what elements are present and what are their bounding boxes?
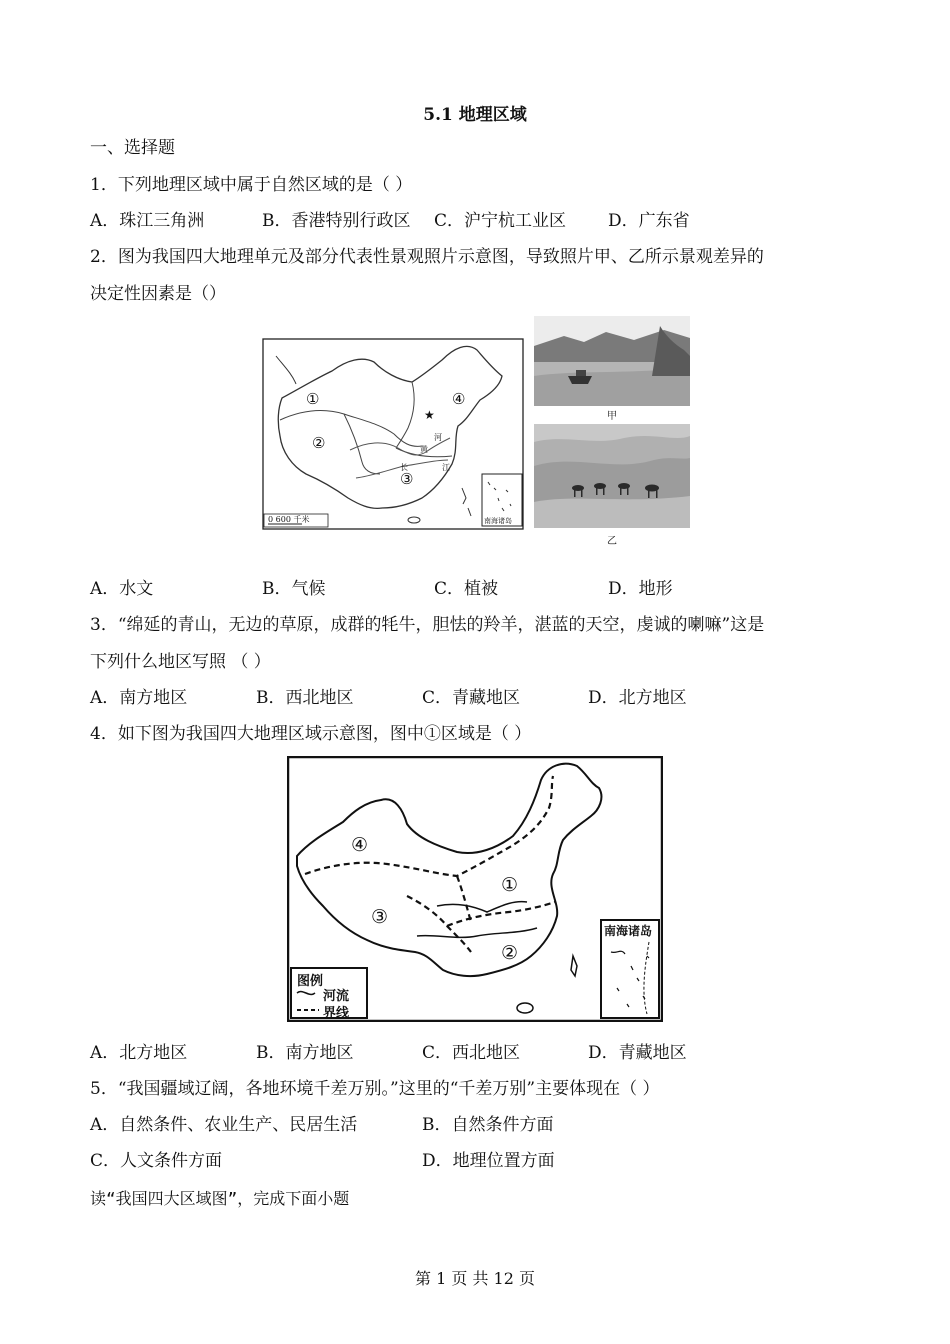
q2-river-label-huang: 黄 <box>420 445 428 454</box>
question-5-options-row1 <box>90 1113 890 1137</box>
question-1-stem: 1．下列地理区域中属于自然区域的是（ ） <box>90 175 413 195</box>
question-2-stem-line1: 2．图为我国四大地理单元及部分代表性景观照片示意图，导致照片甲、乙所示景观差异的 <box>90 247 764 267</box>
photo-jia-caption: 甲 <box>607 411 617 422</box>
q4-legend-river: 河流 <box>323 989 350 1004</box>
option-b[interactable]: B．南方地区 <box>256 1043 354 1063</box>
q4-inset-label: 南海诸岛 <box>604 924 653 938</box>
question-4-options <box>90 1041 890 1065</box>
option-b[interactable]: B．香港特别行政区 <box>262 211 411 231</box>
option-a[interactable]: A．南方地区 <box>90 688 188 708</box>
q2-scale-label: 0 600 千米 <box>268 515 310 524</box>
option-a[interactable]: A．北方地区 <box>90 1043 188 1063</box>
q4-region-label-3: ③ <box>371 906 389 928</box>
option-d[interactable]: D．广东省 <box>608 211 690 231</box>
q2-map-figure <box>262 338 524 530</box>
option-a[interactable]: A．水文 <box>90 579 154 599</box>
q2-river-label-he: 河 <box>434 433 442 442</box>
question-2-stem-line2: 决定性因素是（） <box>90 284 226 304</box>
option-a[interactable]: A．珠江三角洲 <box>90 211 205 231</box>
option-c[interactable]: C．西北地区 <box>422 1043 521 1063</box>
question-3-stem-line2: 下列什么地区写照 （ ） <box>90 652 271 672</box>
photo-yi <box>534 424 690 528</box>
q4-legend-border: 界线 <box>323 1006 350 1021</box>
question-4-stem: 4．如下图为我国四大地理区域示意图，图中①区域是（ ） <box>90 724 532 744</box>
q2-region-label-1: ① <box>306 390 320 408</box>
question-5-options-row2 <box>90 1149 890 1173</box>
page-footer: 第 1 页 共 12 页 <box>415 1269 535 1288</box>
option-b[interactable]: B．气候 <box>262 579 326 599</box>
q2-region-label-3: ③ <box>400 470 414 488</box>
instruction-text: 读“我国四大区域图”，完成下面小题 <box>90 1189 350 1208</box>
section-heading: 一、选择题 <box>90 138 175 158</box>
q2-river-label-jiang: 江 <box>442 463 450 472</box>
q2-china-map <box>262 338 524 530</box>
q2-region-label-2: ② <box>312 434 326 452</box>
q4-map-figure <box>287 756 663 1022</box>
q2-region-label-4: ④ <box>452 390 466 408</box>
option-b[interactable]: B．西北地区 <box>256 688 354 708</box>
option-c[interactable]: C．人文条件方面 <box>90 1151 223 1171</box>
question-5-stem: 5．“我国疆域辽阔，各地环境千差万别。”这里的“千差万别”主要体现在（ ） <box>90 1079 660 1099</box>
capital-star-icon: ★ <box>424 408 435 422</box>
q4-region-label-1: ① <box>501 874 519 896</box>
option-a[interactable]: A．自然条件、农业生产、民居生活 <box>90 1115 358 1135</box>
photo-jia <box>534 316 690 406</box>
page-title: 5.1 地理区域 <box>423 105 527 125</box>
q4-region-label-2: ② <box>501 942 519 964</box>
option-c[interactable]: C．植被 <box>434 579 499 599</box>
option-c[interactable]: C．沪宁杭工业区 <box>434 211 567 231</box>
q4-china-map <box>287 756 663 1022</box>
q4-legend-title: 图例 <box>297 974 324 989</box>
question-1-options <box>90 209 890 233</box>
question-3-options <box>90 686 890 710</box>
option-d[interactable]: D．地形 <box>608 579 673 599</box>
q4-region-label-4: ④ <box>351 834 369 856</box>
option-d[interactable]: D．北方地区 <box>588 688 687 708</box>
option-b[interactable]: B．自然条件方面 <box>422 1115 554 1135</box>
question-2-options <box>90 577 890 601</box>
q2-inset-label: 南海诸岛 <box>484 517 512 525</box>
option-d[interactable]: D．地理位置方面 <box>422 1151 555 1171</box>
photo-yi-caption: 乙 <box>607 536 617 547</box>
question-3-stem-line1: 3．“绵延的青山，无边的草原，成群的牦牛，胆怯的羚羊，湛蓝的天空，虔诚的喇嘛”这是 <box>90 615 765 635</box>
q2-river-label-chang: 长 <box>400 463 408 472</box>
option-c[interactable]: C．青藏地区 <box>422 688 521 708</box>
option-d[interactable]: D．青藏地区 <box>588 1043 687 1063</box>
